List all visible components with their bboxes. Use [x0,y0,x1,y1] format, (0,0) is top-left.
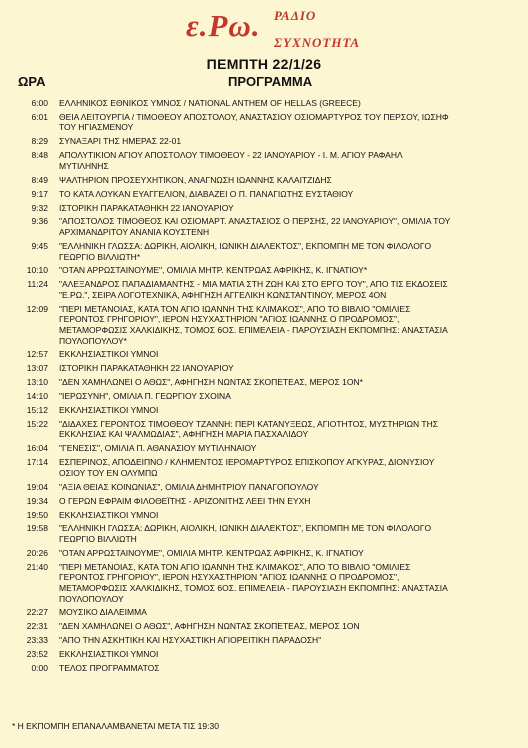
schedule-program [59,663,519,674]
schedule-row [0,112,528,133]
schedule-row [0,203,528,214]
program-line: "ΑΠΟ ΤΗΝ ΑΣΚΗΤΙΚΗ ΚΑΙ ΗΣΥΧΑΣΤΙΚΗ ΑΓΙΟΡΕΙΤΙΚΗ ΠΑΡΑΔΟΣΗ" [59,635,322,646]
schedule-row [0,279,528,300]
schedule-program [59,391,519,402]
schedule-program [59,562,519,604]
schedule-program [59,377,519,388]
program-line: ΑΡΧΙΜΑΝΔΡΙΤΟΥ ΑΝΑΝΙΑ ΚΟΥΣΤΕΝΗ [59,227,210,238]
schedule-time: 15:12 [26,405,48,415]
schedule-row [0,175,528,186]
schedule-time: 10:10 [26,265,48,276]
schedule-time: 19:34 [26,495,48,506]
program-line: "Ε.ΡΩ.", ΣΕΙΡΑ ΛΟΓΟΤΕΧΝΙΚΑ, ΑΦΗΓΗΣΗ ΑΓΓΕΛΙΚΗ ΚΩΝΣΤΑΝΤΙΝΟΥ, ΜΕΡΟΣ 4ΟΝ [59,289,387,300]
program-line: "ΑΞΙΑ ΘΕΙΑΣ ΚΟΙΝΩΝΙΑΣ", ΟΜΙΛΙΑ ΔΗΜΗΤΡΙΟΥ ΠΑΝΑΓΟΠΟΥΛΟΥ [59,481,319,492]
schedule-row [0,304,528,346]
program-line: "ΔΕΝ ΧΑΜΗΛΩΝΕΙ Ο ΑΘΩΣ", ΑΦΗΓΗΣΗ ΝΩΝΤΑΣ ΣΚΟΠΕΤΕΑΣ, ΜΕΡΟΣ 1ΟΝ* [59,377,363,388]
program-line: "ΟΤΑΝ ΑΡΡΩΣΤΑΙΝΟΥΜΕ", ΟΜΙΛΙΑ ΜΗΤΡ. ΚΕΝΤΡΩΑΣ ΑΦΡΙΚΗΣ, Κ. ΙΓΝΑΤΙΟΥ [59,547,364,558]
program-line: "ΠΕΡΙ ΜΕΤΑΝΟΙΑΣ, ΚΑΤΑ ΤΟΝ ΑΓΙΟ ΙΩΑΝΝΗ ΤΗΣ ΚΛΙΜΑΚΟΣ", ΑΠΟ ΤΟ ΒΙΒΛΙΟ "ΟΜΙΛΙΕΣ [59,303,411,314]
program-line: "ΕΛΛΗΝΙΚΗ ΓΛΩΣΣΑ: ΔΩΡΙΚΗ, ΑΙΟΛΙΚΗ, ΙΩΝΙΚΗ ΔΙΑΛΕΚΤΟΣ", ΕΚΠΟΜΠΗ ΜΕ ΤΟΝ ΦΙΛΟΛΟΓΟ [59,523,432,534]
program-line: ΜΕΤΑΜΟΡΦΩΣΙΣ ΧΑΛΚΙΔΙΚΗΣ, ΤΟΜΟΣ 6ΟΣ. ΕΠΙΜΕΛΕΙΑ - ΠΑΡΟΥΣΙΑΣΗ ΕΚΠΟΜΠΗΣ: ΑΝΑΣΤΑΣΙΑ [59,324,448,335]
program-line: "ΙΕΡΩΣΥΝΗ", ΟΜΙΛΙΑ Π. ΓΕΩΡΓΙΟΥ ΣΧΟΙΝΑ [59,391,231,402]
program-line: "ΓΕΝΕΣΙΣ", ΟΜΙΛΙΑ Π. ΑΘΑΝΑΣΙΟΥ ΜΥΤΙΛΗΝΑΙΟΥ [59,443,257,454]
schedule-row [0,391,528,402]
schedule-program [59,216,519,237]
schedule-time: 21:40 [26,561,48,572]
schedule-row [0,457,528,478]
schedule-time: 17:14 [26,457,48,468]
schedule-time: 19:58 [26,523,48,534]
program-line: ΣΥΝΑΞΑΡΙ ΤΗΣ ΗΜΕΡΑΣ 22-01 [59,136,182,147]
schedule-row [0,377,528,388]
program-line: ΤΟΥ ΗΓΙΑΣΜΕΝΟΥ [59,122,134,133]
schedule-row [0,496,528,507]
program-line: ΠΟΥΛΟΠΟΥΛΟΥ [59,593,124,604]
schedule-time: 9:32 [31,202,48,213]
schedule-row [0,349,528,360]
schedule-time: 11:24 [27,279,48,290]
program-line: ΓΕΡΟΝΤΟΣ ΓΡΗΓΟΡΙΟΥ", ΙΕΡΟΝ ΗΣΥΧΑΣΤΗΡΙΟΝ "ΑΓΙΟΣ ΙΩΑΝΝΗΣ Ο ΠΡΟΔΡΟΜΟΣ", [59,572,400,583]
schedule-program [59,607,519,618]
schedule-time: 22:31 [26,621,48,632]
program-line: ΕΚΚΛΗΣΙΑΣΤΙΚΟΙ ΥΜΝΟΙ [59,405,159,415]
program-line: ΜΕΤΑΜΟΡΦΩΣΙΣ ΧΑΛΚΙΔΙΚΗΣ, ΤΟΜΟΣ 6ΟΣ. ΕΠΙΜΕΛΕΙΑ - ΠΑΡΟΥΣΙΑΣΗ ΕΚΠΟΜΠΗΣ: ΑΝΑΣΤΑΣΙΑ [59,582,448,593]
schedule-time: 8:48 [31,150,48,161]
schedule-row [0,443,528,454]
schedule-list [0,98,528,677]
schedule-time: 9:17 [31,188,48,199]
schedule-program [59,548,519,559]
schedule-program [59,175,519,186]
schedule-program [59,482,519,493]
schedule-row [0,607,528,618]
program-line: "ΑΛΕΞΑΝΔΡΟΣ ΠΑΠΑΔΙΑΜΑΝΤΗΣ - ΜΙΑ ΜΑΤΙΑ ΣΤΗ ΖΩΗ ΚΑΙ ΣΤΟ ΕΡΓΟ ΤΟΥ", ΑΠΟ ΤΙΣ ΕΚΔΟΣΕΙΣ [59,279,448,290]
program-column-header: ΠΡΟΓΡΑΜΜΑ [228,74,313,89]
schedule-program [59,150,519,171]
schedule-time: 16:04 [26,443,48,454]
program-line: ΘΕΙΑ ΛΕΙΤΟΥΡΓΙΑ / ΤΙΜΟΘΕΟΥ ΑΠΟΣΤΟΛΟΥ, ΑΝΑΣΤΑΣΙΟΥ ΟΣΙΟΜΑΡΤΥΡΟΣ ΤΟΥ ΠΕΡΣΟΥ, ΙΩΣΗΦ [59,111,449,122]
program-line: ΑΠΟΛΥΤΙΚΙΟΝ ΑΓΙΟΥ ΑΠΟΣΤΟΛΟΥ ΤΙΜΟΘΕΟΥ - 22 ΙΑΝΟΥΑΡΙΟΥ - Ι. Μ. ΑΓΙΟΥ ΡΑΦΑΗΛ [59,150,403,161]
program-line: ΕΚΚΛΗΣΙΑΣΤΙΚΟΙ ΥΜΝΟΙ [59,349,159,360]
schedule-time: 6:01 [31,111,48,122]
schedule-program [59,98,519,109]
schedule-time: 19:50 [26,509,48,520]
program-line: ΨΑΛΤΗΡΙΟΝ ΠΡΟΣΕΥΧΗΤΙΚΟΝ, ΑΝΑΓΝΩΣΗ ΙΩΑΝΝΗΣ ΚΑΛΑΙΤΖΙΔΗΣ [59,174,332,185]
program-line: ΕΛΛΗΝΙΚΟΣ ΕΘΝΙΚΟΣ ΥΜΝΟΣ / NATIONAL ANTHEM OF HELLAS (GREECE) [59,98,361,108]
schedule-time: 23:33 [26,635,48,646]
schedule-time: 6:00 [31,98,48,108]
schedule-program [59,457,519,478]
program-line: "ΔΕΝ ΧΑΜΗΛΩΝΕΙ Ο ΑΘΩΣ", ΑΦΗΓΗΣΗ ΝΩΝΤΑΣ ΣΚΟΠΕΤΕΑΣ, ΜΕΡΟΣ 1ΟΝ [59,621,360,632]
schedule-row [0,523,528,544]
schedule-program [59,265,519,276]
schedule-time: 9:36 [31,216,48,227]
schedule-row [0,265,528,276]
logo-radio-text: ΡΑΔΙΟ [274,8,317,23]
schedule-row [0,621,528,632]
schedule-row [0,98,528,109]
program-line: ΕΚΚΛΗΣΙΑΣΤΙΚΟΙ ΥΜΝΟΙ [59,649,159,660]
program-line: ΕΚΚΛΗΣΙΑΣ ΚΑΙ ΨΑΛΜΩΔΙΑΣ", ΑΦΗΓΗΣΗ ΜΑΡΙΑ ΠΑΣΧΑΛΙΔΟΥ [59,429,309,440]
time-column-header: ΩΡΑ [18,74,46,89]
schedule-row [0,635,528,646]
program-line: ΕΣΠΕΡΙΝΟΣ, ΑΠΟΔΕΙΠΝΟ / ΚΛΗΜΕΝΤΟΣ ΙΕΡΟΜΑΡΤΥΡΟΣ ΕΠΙΣΚΟΠΟΥ ΑΓΚΥΡΑΣ, ΔΙΟΝΥΣΙΟΥ [59,457,435,468]
schedule-time: 13:10 [26,377,48,388]
schedule-time: 12:09 [26,303,48,314]
schedule-time: 19:04 [26,481,48,492]
logo-frequency-text: ΣΥΧΝΟΤΗΤΑ [274,35,361,50]
schedule-program [59,419,519,440]
schedule-row [0,419,528,440]
schedule-program [59,443,519,454]
schedule-row [0,136,528,147]
schedule-time: 9:45 [31,240,48,251]
schedule-program [59,279,519,300]
schedule-time: 14:10 [26,391,48,402]
program-line: ΜΟΥΣΙΚΟ ΔΙΑΛΕΙΜΜΑ [59,607,147,618]
schedule-row [0,189,528,200]
schedule-row [0,548,528,559]
schedule-row [0,150,528,171]
schedule-program [59,304,519,346]
program-line: ΤΟ ΚΑΤΑ ΛΟΥΚΑΝ ΕΥΑΓΓΕΛΙΟΝ, ΔΙΑΒΑΖΕΙ Ο Π. ΠΑΝΑΓΙΩΤΗΣ ΕΥΣΤΑΘΙΟΥ [59,188,354,199]
logo-wordmark: ε.Ρω. [186,8,261,43]
schedule-program [59,349,519,360]
program-line: ΜΥΤΙΛΗΝΗΣ [59,160,109,171]
program-line: "ΕΛΛΗΝΙΚΗ ΓΛΩΣΣΑ: ΔΩΡΙΚΗ, ΑΙΟΛΙΚΗ, ΙΩΝΙΚΗ ΔΙΑΛΕΚΤΟΣ", ΕΚΠΟΜΠΗ ΜΕ ΤΟΝ ΦΙΛΟΛΟΓΟ [59,240,432,251]
schedule-time: 23:52 [26,649,48,660]
schedule-row [0,241,528,262]
program-line: ΕΚΚΛΗΣΙΑΣΤΙΚΟΙ ΥΜΝΟΙ [59,509,159,520]
program-line: "ΟΤΑΝ ΑΡΡΩΣΤΑΙΝΟΥΜΕ", ΟΜΙΛΙΑ ΜΗΤΡ. ΚΕΝΤΡΩΑΣ ΑΦΡΙΚΗΣ, Κ. ΙΓΝΑΤΙΟΥ* [59,265,368,276]
day-title: ΠΕΜΠΤΗ 22/1/26 [206,56,322,72]
program-line: ΠΟΥΛΟΠΟΥΛΟΥ* [59,335,127,346]
program-line: ΓΕΩΡΓΙΟ ΒΙΛΛΙΩΤΗ* [59,251,141,262]
schedule-time: 12:57 [26,349,48,360]
schedule-program [59,621,519,632]
program-line: ΤΕΛΟΣ ΠΡΟΓΡΑΜΜΑΤΟΣ [59,663,160,674]
schedule-row [0,562,528,604]
program-line: "ΑΠΟΣΤΟΛΟΣ ΤΙΜΟΘΕΟΣ ΚΑΙ ΟΣΙΟΜΑΡΤ. ΑΝΑΣΤΑΣΙΟΣ Ο ΠΕΡΣΗΣ, 22 ΙΑΝΟΥΑΡΙΟΥ", ΟΜΙΛΙΑ ΤΟΥ [59,216,451,227]
schedule-program [59,649,519,660]
schedule-row [0,216,528,237]
station-logo [186,6,376,56]
schedule-program [59,241,519,262]
schedule-program [59,136,519,147]
schedule-program [59,203,519,214]
program-line: "ΠΕΡΙ ΜΕΤΑΝΟΙΑΣ, ΚΑΤΑ ΤΟΝ ΑΓΙΟ ΙΩΑΝΝΗ ΤΗΣ ΚΛΙΜΑΚΟΣ", ΑΠΟ ΤΟ ΒΙΒΛΙΟ "ΟΜΙΛΙΕΣ [59,561,411,572]
schedule-program [59,189,519,200]
schedule-time: 8:49 [31,174,48,185]
schedule-time: 13:07 [26,363,48,374]
schedule-row [0,482,528,493]
program-line: Ο ΓΕΡΩΝ ΕΦΡΑΙΜ ΦΙΛΟΘΕΪΤΗΣ - ΑΡΙΖΟΝΙΤΗΣ ΛΕΕΙ ΤΗΝ ΕΥΧΗ [59,495,311,506]
schedule-program [59,363,519,374]
program-line: ΟΣΙΟΥ ΤΟΥ ΕΝ ΟΛΥΜΠΩ [59,467,158,478]
schedule-program [59,523,519,544]
program-line: "ΔΙΔΑΧΕΣ ΓΕΡΟΝΤΟΣ ΤΙΜΟΘΕΟΥ ΤΖΑΝΝΗ: ΠΕΡΙ ΚΑΤΑΝΥΞΕΩΣ, ΑΓΙΟΤΗΤΟΣ, ΜΥΣΤΗΡΙΩΝ ΤΗΣ [59,418,438,429]
schedule-row [0,363,528,374]
schedule-program [59,112,519,133]
schedule-program [59,510,519,521]
schedule-time: 0:00 [31,663,48,674]
schedule-row [0,663,528,674]
schedule-program [59,496,519,507]
schedule-time: 8:29 [31,136,48,147]
schedule-program [59,635,519,646]
schedule-row [0,649,528,660]
schedule-time: 22:27 [26,607,48,618]
program-line: ΙΣΤΟΡΙΚΗ ΠΑΡΑΚΑΤΑΘΗΚΗ 22 ΙΑΝΟΥΑΡΙΟΥ [59,202,234,213]
program-line: ΓΕΡΟΝΤΟΣ ΓΡΗΓΟΡΙΟΥ", ΙΕΡΟΝ ΗΣΥΧΑΣΤΗΡΙΟΝ "ΑΓΙΟΣ ΙΩΑΝΝΗΣ Ο ΠΡΟΔΡΟΜΟΣ", [59,314,400,325]
schedule-row [0,510,528,521]
schedule-time: 20:26 [26,547,48,558]
schedule-time: 15:22 [26,418,48,429]
schedule-row [0,405,528,416]
program-line: ΙΣΤΟΡΙΚΗ ΠΑΡΑΚΑΤΑΘΗΚΗ 22 ΙΑΝΟΥΑΡΙΟΥ [59,363,234,374]
program-line: ΓΕΩΡΓΙΟ ΒΙΛΛΙΩΤΗ [59,534,137,545]
schedule-program [59,405,519,416]
footnote: * Η ΕΚΠΟΜΠΗ ΕΠΑΝΑΛΑΜΒΑΝΕΤΑΙ ΜΕΤΑ ΤΙΣ 19:30 [12,721,219,731]
